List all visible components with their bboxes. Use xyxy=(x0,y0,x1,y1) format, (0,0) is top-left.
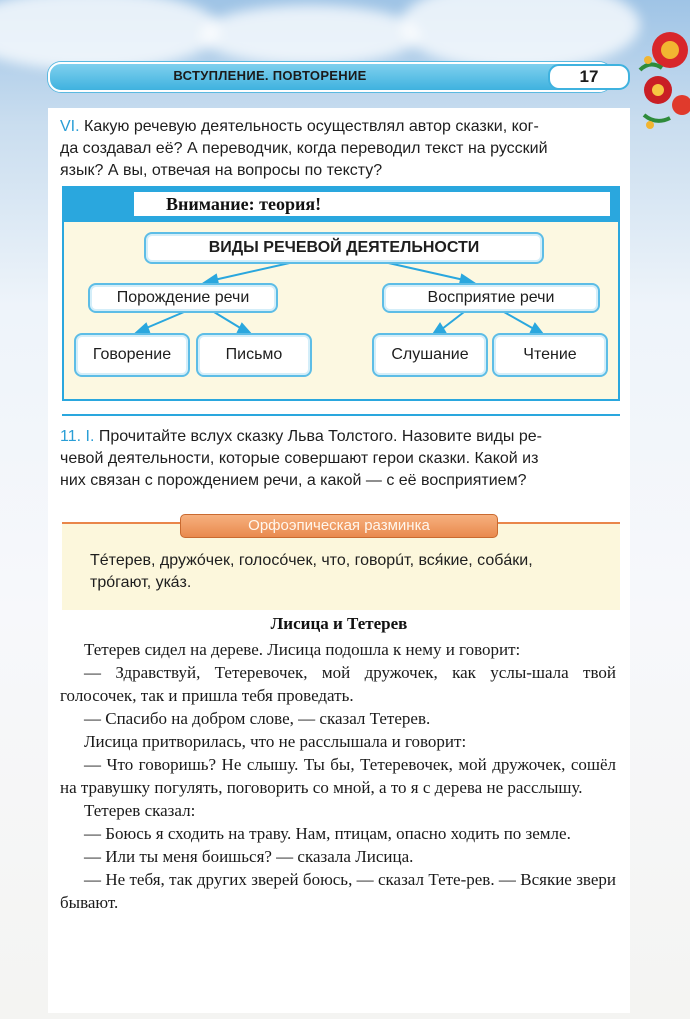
task-vi-text: Какую речевую деятельность осуществлял автор сказки, ког- xyxy=(84,118,539,135)
chapter-header xyxy=(48,62,612,92)
diagram-branch-right: Восприятие речи xyxy=(382,283,600,313)
arrow-line xyxy=(504,312,534,329)
diagram-leaf: Говорение xyxy=(74,333,190,377)
task-11-text: них связан с порождением речи, а какой — с её восприятием? xyxy=(60,472,527,489)
task-11-text: Прочитайте вслух сказку Льва Толстого. Назовите виды ре- xyxy=(98,428,542,445)
diagram-branch-left: Порождение речи xyxy=(88,283,278,313)
task-vi-label: VI. xyxy=(60,118,80,135)
story-paragraph: — Здравствуй, Тетеревочек, мой дружочек, как услы-шала твой голосочек, так и пришла тебя проведать. xyxy=(60,663,616,705)
story-text xyxy=(60,638,616,914)
task-vi-line xyxy=(60,116,620,138)
arrow-line xyxy=(144,312,184,329)
story-paragraph: Лисица притворилась, что не расслышала и говорит: xyxy=(84,732,467,751)
page-number: 17 xyxy=(548,64,630,90)
arrow-head xyxy=(238,324,250,333)
orthoepic-line: трóгают, укáз. xyxy=(90,574,192,591)
page-content xyxy=(48,108,630,1013)
story-paragraph: — Что говоришь? Не слышу. Ты бы, Тетеревочек, мой дружочек, сошёл на травушку погулять, поговорить со мной, а то я с дерева не расслышу. xyxy=(60,755,616,797)
arrow-head xyxy=(531,324,542,333)
arrow-line xyxy=(214,312,242,329)
diagram-root: ВИДЫ РЕЧЕВОЙ ДЕЯТЕЛЬНОСТИ xyxy=(144,232,544,264)
background-cloud xyxy=(200,5,420,65)
orthoepic-line: Тéтерев, дружóчек, голосóчек, что, говорúт, вся́кие, собáки, xyxy=(90,552,533,569)
orthoepic-label: Орфоэпическая разминка xyxy=(180,514,498,538)
task-vi-text: язык? А вы, отвечая на вопросы по тексту? xyxy=(60,162,383,179)
story-paragraph: — Не тебя, так других зверей боюсь, — сказал Тете-рев. — Всякие звери бывают. xyxy=(60,870,616,912)
story-paragraph: — Или ты меня боишься? — сказала Лисица. xyxy=(84,847,414,866)
task-11 xyxy=(60,426,620,492)
diagram-leaf: Чтение xyxy=(492,333,608,377)
story-paragraph: Тетерев сидел на дереве. Лисица подошла к нему и говорит: xyxy=(84,640,521,659)
chapter-title: ВСТУПЛЕНИЕ. ПОВТОРЕНИЕ xyxy=(173,68,367,83)
background-cloud xyxy=(400,0,640,70)
story-title: Лисица и Тетерев xyxy=(270,614,408,633)
task-11-label: 11. I. xyxy=(60,428,95,445)
arrow-line xyxy=(214,262,294,280)
background-cloud xyxy=(0,0,220,70)
arrow-head xyxy=(434,324,445,333)
theory-label: Внимание: теория! xyxy=(134,192,610,216)
arrow-head xyxy=(136,324,149,333)
diagram-leaf: Слушание xyxy=(372,333,488,377)
story-paragraph: Тетерев сказал: xyxy=(84,801,196,820)
task-11-line xyxy=(60,426,620,448)
arrow-line xyxy=(442,312,464,329)
story-paragraph: — Спасибо на добром слове, — сказал Тетерев. xyxy=(84,709,431,728)
divider xyxy=(62,414,620,416)
diagram-leaf: Письмо xyxy=(196,333,312,377)
task-vi-text: да создавал её? А переводчик, когда переводил текст на русский xyxy=(60,140,548,157)
theory-box xyxy=(62,186,620,401)
orthoepic-box xyxy=(62,517,620,610)
arrow-line xyxy=(384,262,464,280)
floral-ornament-icon xyxy=(620,20,690,140)
story-paragraph: — Боюсь я сходить на траву. Нам, птицам, опасно ходить по земле. xyxy=(84,824,571,843)
task-11-text: чевой деятельности, которые совершают герои сказки. Какой из xyxy=(60,450,539,467)
task-vi xyxy=(60,116,620,182)
orthoepic-text xyxy=(90,550,610,594)
